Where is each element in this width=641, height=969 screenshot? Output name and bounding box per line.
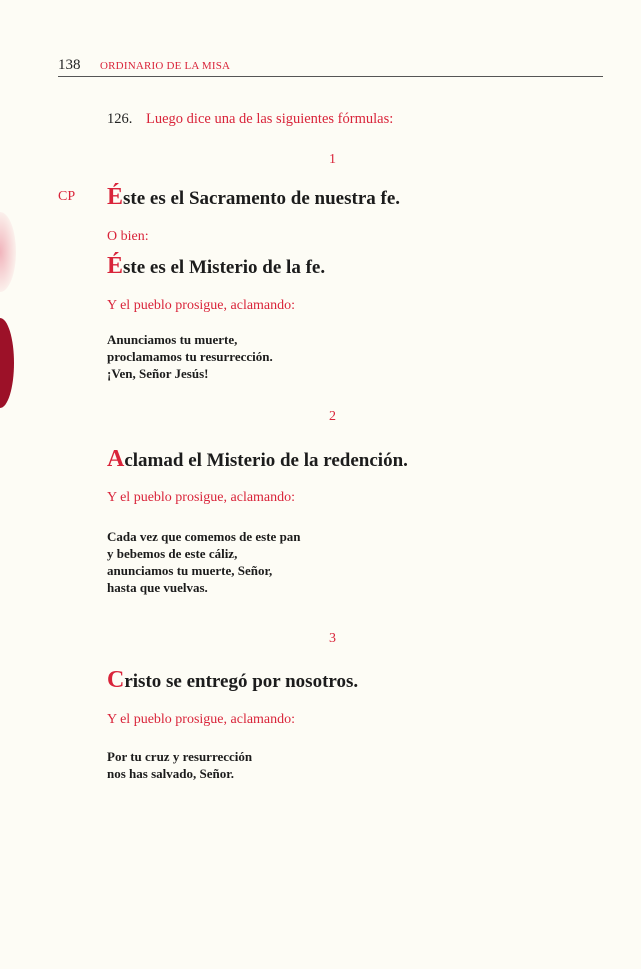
people-response [107,528,301,596]
drop-capital: É [107,184,124,210]
response-line: nos has salvado, Señor. [107,766,235,781]
formula-text-rest: ste es el Misterio de la fe. [123,257,326,278]
running-title: ORDINARIO DE LA MISA [100,60,231,72]
formula-text [107,667,358,694]
alternative-label: O bien: [107,229,149,244]
response-line: Por tu cruz y resurrección [107,749,253,764]
formula-text [107,446,408,473]
ink-blot-stain [0,212,16,292]
formula-text-rest: ste es el Sacramento de nuestra fe. [123,188,401,209]
response-line: Anunciamos tu muerte, [107,332,238,347]
formula-text [107,184,400,211]
people-rubric: Y el pueblo prosigue, aclamando: [107,712,296,727]
paragraph-number: 126. [107,111,133,127]
response-line: ¡Ven, Señor Jesús! [107,366,209,381]
formula-number: 1 [329,152,336,167]
formula-alternative-text [107,253,325,280]
drop-capital: C [107,667,125,693]
response-line: proclamamos tu resurrección. [107,349,273,364]
response-line: y bebemos de este cáliz, [107,546,238,561]
formula-text-rest: clamad el Misterio de la redención. [124,450,408,471]
people-response [107,748,252,782]
people-rubric: Y el pueblo prosigue, aclamando: [107,490,296,505]
intro-rubric [107,111,393,128]
response-line: anunciamos tu muerte, Señor, [107,563,273,578]
response-line: hasta que vuelvas. [107,580,208,595]
drop-capital: A [107,446,125,472]
intro-text: Luego dice una de las siguientes fórmulas: [146,111,394,127]
ribbon-marker [0,318,14,408]
formula-number: 3 [329,631,336,646]
sigla-cp: CP [58,189,76,204]
formula-number: 2 [329,409,336,424]
formula-text-rest: risto se entregó por nosotros. [124,671,359,692]
people-rubric: Y el pueblo prosigue, aclamando: [107,298,296,313]
page-header [58,57,603,77]
response-line: Cada vez que comemos de este pan [107,529,301,544]
page-number: 138 [58,57,81,73]
drop-capital: É [107,253,124,279]
people-response [107,331,273,382]
